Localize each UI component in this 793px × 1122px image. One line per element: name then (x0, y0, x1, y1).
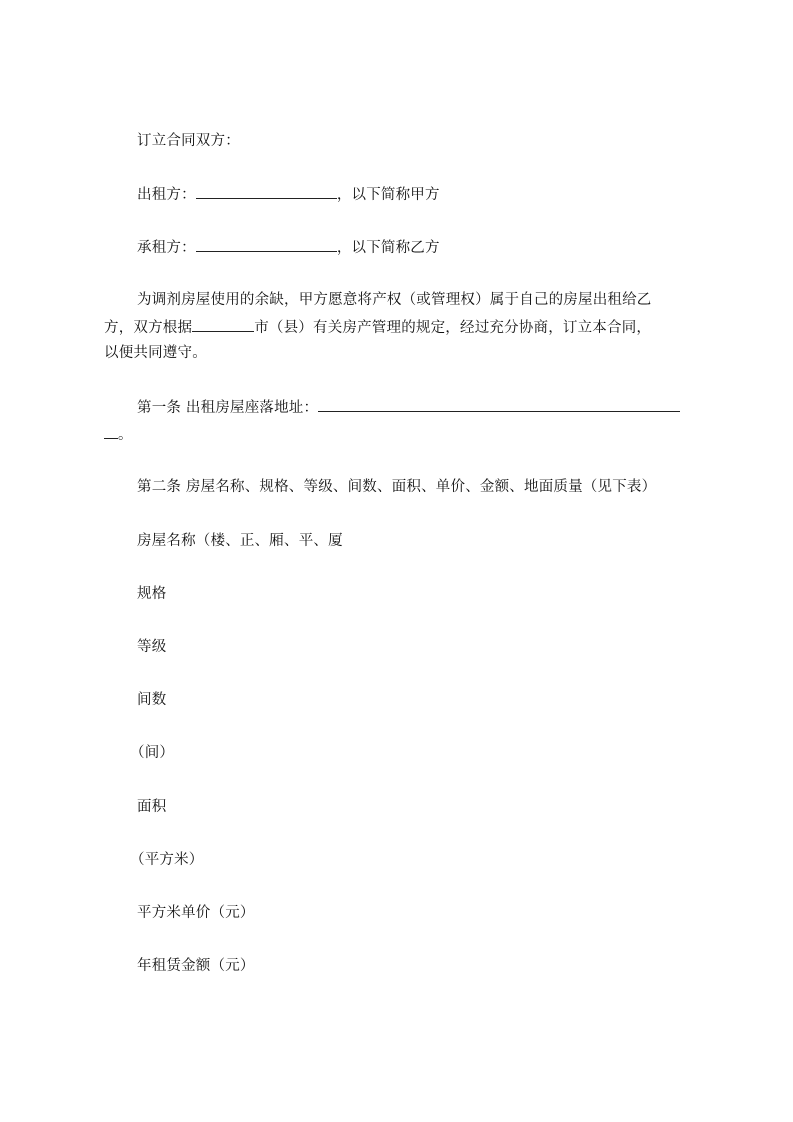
field-area-unit-text: （平方米） (130, 852, 204, 868)
field-annual-rent (137, 956, 255, 976)
field-unit-price-text: 平方米单价（元） (137, 905, 255, 921)
lessor-label: 出租方： (137, 187, 196, 203)
field-spec (137, 584, 166, 604)
field-annual-rent-text: 年租赁金额（元） (137, 958, 255, 974)
field-spec-text: 规格 (137, 586, 167, 602)
article-2-text: 第二条 房屋名称、规格、等级、间数、面积、单价、金额、地面质量（见下表） (137, 479, 657, 495)
preamble-line-2 (104, 317, 651, 338)
field-room-count-unit-text: （间） (130, 745, 175, 761)
city-blank (192, 317, 254, 332)
article-1-line (137, 397, 680, 418)
address-blank (318, 397, 680, 412)
preamble-text-1: 为调剂房屋使用的余缺，甲方愿意将产权（或管理权）属于自己的房屋出租给乙 (137, 292, 652, 308)
lessor-blank (196, 184, 337, 199)
field-grade-text: 等级 (137, 639, 167, 655)
article-1-end: 。 (118, 427, 133, 443)
lessee-label: 承租方： (137, 240, 196, 256)
field-unit-price (137, 903, 255, 923)
field-house-name-text: 房屋名称（楼、正、厢、平、厦 (137, 533, 343, 549)
lessee-suffix: ，以下简称乙方 (336, 240, 440, 256)
article-2-line (137, 477, 656, 497)
preamble-text-3: 以便共同遵守。 (104, 345, 207, 361)
contract-intro (137, 131, 240, 151)
field-area (137, 797, 166, 817)
article-1-text: 第一条 出租房屋座落地址： (137, 400, 319, 416)
contract-intro-text: 订立合同双方： (137, 133, 240, 149)
lessor-suffix: ，以下简称甲方 (336, 187, 440, 203)
address-blank-end (104, 424, 118, 439)
article-1-continuation (104, 424, 133, 445)
preamble-line-1 (137, 290, 652, 310)
lessee-blank (196, 237, 337, 252)
field-grade (137, 637, 166, 657)
field-area-unit (130, 850, 204, 870)
lessor-line (137, 184, 440, 205)
preamble-text-2b: 市（县）有关房产管理的规定，经过充分协商，订立本合同， (254, 320, 652, 336)
field-room-count-text: 间数 (137, 692, 167, 708)
preamble-line-3 (104, 343, 207, 363)
field-house-name (137, 531, 343, 551)
field-area-text: 面积 (137, 799, 167, 815)
field-room-count (137, 690, 166, 710)
lessee-line (137, 237, 440, 258)
field-room-count-unit (130, 743, 174, 763)
preamble-text-2a: 方，双方根据 (104, 320, 193, 336)
